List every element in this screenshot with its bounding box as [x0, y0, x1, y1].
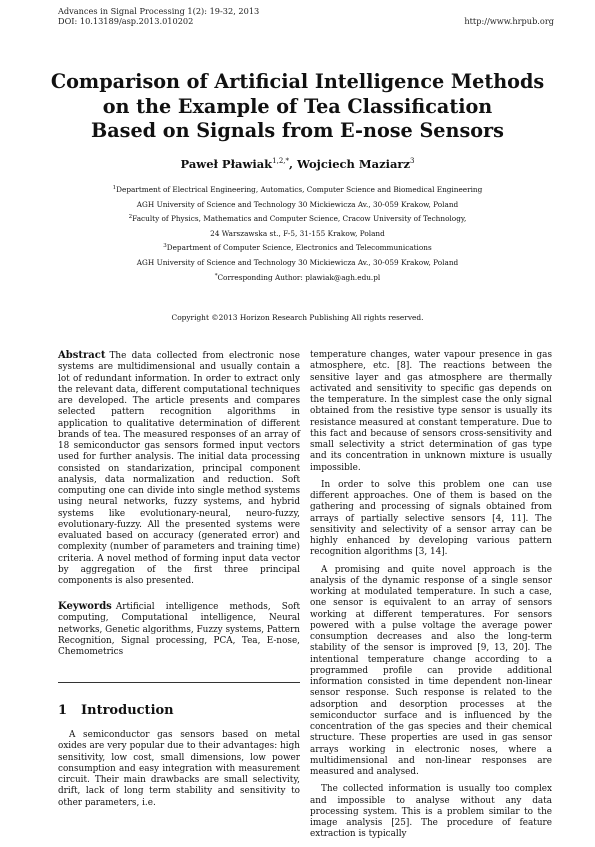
- section-divider: [58, 682, 300, 683]
- keywords-text: Artificial intelligence methods, Soft computing, Computational intelligence, Neural networks, Genetic algorithms, Fuzzy systems, Pattern Recognition, Signal processing, PCA, Tea, E-nose, Chemometrics: [58, 602, 300, 657]
- section-number: 1: [58, 703, 68, 718]
- body-paragraph: In order to solve this problem one can use different approaches. One of them is based on the gathering and processing of signals obtained from arrays of partially selective sensors [4, 11]. The sensitivity and selectivity of a sensor array can be highly enhanced by developing various pattern recognition algorithms [3, 14].: [310, 479, 552, 558]
- abstract: [58, 350, 300, 587]
- journal-url[interactable]: http://www.hrpub.org: [464, 16, 554, 26]
- author-list: Paweł Pławiak$^{1,2,*}$, Wojciech Maziarz$^3$: [180, 157, 415, 171]
- affiliation-mark: 2: [128, 214, 133, 221]
- keywords-label: Keywords: [58, 601, 112, 612]
- affiliation-line: [40, 240, 555, 255]
- corresponding-author[interactable]: Corresponding Author: plawiak@agh.edu.pl: [217, 272, 381, 282]
- right-column: [310, 350, 552, 847]
- affiliation-line: [40, 255, 555, 270]
- affiliation-text: 24 Warszawska st., F-5, 31-155 Krakow, Poland: [210, 228, 385, 238]
- affiliation-line: [40, 226, 555, 241]
- affiliation-text: AGH University of Science and Technology 30 Mickiewicza Av., 30-059 Krakow, Poland: [136, 257, 459, 267]
- running-header: [58, 6, 259, 26]
- keywords: [58, 601, 300, 658]
- affiliation-mark: 1: [112, 185, 117, 191]
- affiliation-text: Department of Electrical Engineering, Automatics, Computer Science and Biomedical Engineering: [116, 185, 483, 194]
- body-paragraph: A promising and quite novel approach is the analysis of the dynamic response of a single sensor working at modulated temperature. In such a case, one sensor is equivalent to an array of sensors working at different temperatures. For sensors powered with a pulse voltage the average power consumption decreases and also the long-term stability of the sensor is improved [9, 13, 20]. The intentional temperature change according to a programmed profile can provide additional information consisted in time dependent non-linear sensor response. Such response is related to the adsorption and desorption processes at the semiconductor surface and is influenced by the concentration of the gas species and their chemical structure. These properties are used in gas sensor arrays working in electronic noses, where a multidimensional and non-linear responses are measured and analysed.: [310, 564, 552, 777]
- affiliation-line: [40, 197, 555, 212]
- affiliation-text: AGH University of Science and Technology 30 Mickiewicza Av., 30-059 Krakow, Poland: [136, 199, 459, 209]
- affiliation-mark: *: [214, 272, 218, 279]
- author-name: Wojciech Maziarz: [297, 157, 411, 171]
- affiliations: [40, 182, 555, 284]
- affiliation-line: [40, 182, 555, 197]
- keywords-paragraph: [58, 601, 300, 658]
- author-name: Paweł Pławiak: [180, 157, 273, 171]
- journal-citation: Advances in Signal Processing 1(2): 19-32, 2013: [58, 6, 260, 16]
- author-affiliation-mark: 3: [410, 157, 415, 165]
- doi: DOI: 10.13189/asp.2013.010202: [58, 16, 194, 26]
- copyright-notice: Copyright ©2013 Horizon Research Publishing All rights reserved.: [171, 313, 424, 322]
- affiliation-text: Faculty of Physics, Mathematics and Computer Science, Cracow University of Technology,: [132, 214, 467, 224]
- abstract-paragraph: [58, 350, 300, 587]
- intro-left-column: [58, 730, 300, 809]
- title-line: on the Example of Tea Classification: [102, 94, 493, 118]
- title-line: Based on Signals from E-nose Sensors: [91, 119, 504, 142]
- paper-title: [40, 70, 555, 144]
- body-paragraph: The collected information is usually too complex and impossible to analyse without any data processing system. This is a problem similar to the image analysis [25]. The procedure of feature extraction is typically: [310, 784, 552, 840]
- affiliation-mark: 3: [163, 243, 167, 250]
- affiliation-text: Department of Computer Science, Electronics and Telecommunications: [166, 243, 432, 253]
- abstract-text: The data collected from electronic nose systems are multidimensional and usually contain a lot of redundant information. In order to extract only the relevant data, different computational techniques are developed. The article presents and compares selected pattern recognition algorithms in application to qualitative determination of different brands of tea. The measured responses of an array of 18 semiconductor gas sensors formed input vectors used for further analysis. The initial data processing consisted on standarization, principal component analysis, data normalization and reduction. Soft computing one can divide into single method systems using neural networks, fuzzy systems, and hybrid systems like evolutionary-neural, neuro-fuzzy, evolutionary-fuzzy. All the presented systems were evaluated based on accuracy (generated error) and complexity (number of parameters and training time) criteria. A novel method of forming input data vector by aggregation of the first three principal components is also presented.: [58, 351, 300, 586]
- author-affiliation-mark: 1,2,*: [272, 157, 290, 165]
- abstract-label: Abstract: [58, 350, 106, 361]
- body-paragraph: temperature changes, water vapour presence in gas atmosphere, etc. [8]. The reactions between the sensitive layer and gas atmosphere are thermally activated and sensitivity to specific gas depends on the temperature. In the simplest case the only signal obtained from the resistive type sensor is usually its resistance measured at constant temperature. Due to this fact and because of sensors cross-sensitivity and small selectivity a strict determination of gas type and its concentration in unknown mixture is usually impossible.: [310, 350, 552, 473]
- title-line: Comparison of Artificial Intelligence Methods: [50, 70, 545, 93]
- affiliation-line: [40, 211, 555, 226]
- section-title: Introduction: [81, 703, 174, 718]
- section-heading: [58, 703, 174, 718]
- body-paragraph: A semiconductor gas sensors based on metal oxides are very popular due to their advantages: high sensitivity, low cost, small dimensions, low power consumption and easy integration with measurement circuit. Their main drawbacks are small selectivity, drift, lack of long term stability and sensitivity to other parameters, i.e.: [58, 730, 300, 808]
- affiliation-line: [40, 270, 555, 285]
